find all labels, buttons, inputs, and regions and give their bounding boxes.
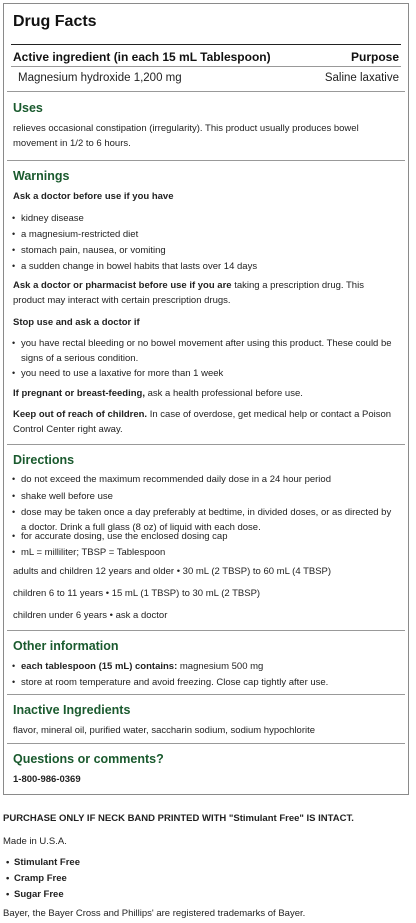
list-item: • you need to use a laxative for more than 1 week [21, 366, 394, 381]
pregnancy-warning-bold: If pregnant or breast-feeding, [13, 388, 145, 399]
drug-facts-panel [3, 3, 409, 795]
dose-adults: adults and children 12 years and older • 30 mL (2 TBSP) to 60 mL (4 TBSP) [13, 566, 332, 577]
list-item: • a magnesium-restricted diet [21, 227, 394, 242]
directions-heading: Directions [13, 453, 75, 467]
section-divider [7, 694, 405, 695]
list-item: • shake well before use [21, 489, 394, 504]
list-item: • a sudden change in bowel habits that lasts over 14 days [21, 259, 394, 274]
ask-doctor-heading: Ask a doctor before use if you have [13, 191, 174, 202]
active-separator [11, 66, 401, 67]
questions-heading: Questions or comments? [13, 752, 164, 766]
dose-children: children 6 to 11 years • 15 mL (1 TBSP) to 30 mL (2 TBSP) [13, 588, 261, 599]
contents-value: magnesium 500 mg [177, 661, 264, 672]
keep-out-warning-text: In case of overdose, get medical help or contact a Poison Control Center right away. [13, 409, 392, 435]
section-divider [7, 160, 405, 161]
inactive-ingredients-text: flavor, mineral oil, purified water, saccharin sodium, sodium hypochlorite [13, 725, 316, 736]
keep-out-warning [13, 407, 396, 437]
list-item: • do not exceed the maximum recommended daily dose in a 24 hour period [21, 472, 394, 487]
uses-text: relieves occasional constipation (irregularity). This product usually produces bowel movement in 1/2 to 6 hours. [13, 123, 359, 149]
inactive-ingredients-heading: Inactive Ingredients [13, 703, 131, 717]
list-item: • kidney disease [21, 211, 394, 226]
made-in-text: Made in U.S.A. [3, 836, 67, 847]
phone-number: 1-800-986-0369 [13, 774, 81, 785]
feature-item: • Stimulant Free [14, 855, 80, 870]
list-item: • you have rectal bleeding or no bowel movement after using this product. These could be signs of a serious condition. [21, 336, 394, 366]
ingredient-row [18, 70, 399, 87]
list-item [21, 659, 394, 674]
trademark-text: Bayer, the Bayer Cross and Phillips' are registered trademarks of Bayer. [3, 908, 306, 919]
section-divider [7, 91, 405, 92]
feature-item: • Sugar Free [14, 887, 64, 902]
section-divider [7, 743, 405, 744]
keep-out-warning-bold: Keep out of reach of children. [13, 409, 148, 420]
active-ingredient-header [13, 48, 399, 66]
stop-use-heading: Stop use and ask a doctor if [13, 317, 140, 328]
list-item: • store at room temperature and avoid freezing. Close cap tightly after use. [21, 675, 394, 690]
list-item: • dose may be taken once a day preferably at bedtime, in divided doses, or as directed by a doctor. Drink a full glass (8 oz) of liquid with each dose. [21, 505, 394, 535]
warnings-heading: Warnings [13, 169, 70, 183]
pharmacist-warning-bold: Ask a doctor or pharmacist before use if you are [13, 280, 232, 291]
pharmacist-warning [13, 278, 396, 308]
purchase-notice: PURCHASE ONLY IF NECK BAND PRINTED WITH "Stimulant Free" IS INTACT. [3, 813, 354, 824]
section-divider [7, 630, 405, 631]
pregnancy-warning-text: ask a health professional before use. [144, 388, 303, 399]
uses-heading: Uses [13, 101, 43, 115]
list-item: • mL = milliliter; TBSP = Tablespoon [21, 545, 394, 560]
ingredient-name: Magnesium hydroxide 1,200 mg [18, 72, 182, 84]
ingredient-purpose: Saline laxative [324, 72, 399, 84]
list-item: • for accurate dosing, use the enclosed dosing cap [21, 529, 394, 544]
dose-under-6: children under 6 years • ask a doctor [13, 610, 168, 621]
feature-item: • Cramp Free [14, 871, 67, 886]
header-rule [11, 44, 401, 45]
pregnancy-warning [13, 386, 396, 401]
list-item: • stomach pain, nausea, or vomiting [21, 243, 394, 258]
purpose-label: Purpose [350, 50, 399, 64]
section-divider [7, 444, 405, 445]
pharmacist-warning-text: taking a prescription drug. This product may interact with certain prescription drugs. [13, 280, 364, 306]
other-information-heading: Other information [13, 639, 119, 653]
page-title: Drug Facts [13, 13, 97, 30]
active-ingredient-label: Active ingredient (in each 15 mL Tablespoon) [13, 50, 271, 64]
contents-label: each tablespoon (15 mL) contains: [21, 661, 178, 672]
